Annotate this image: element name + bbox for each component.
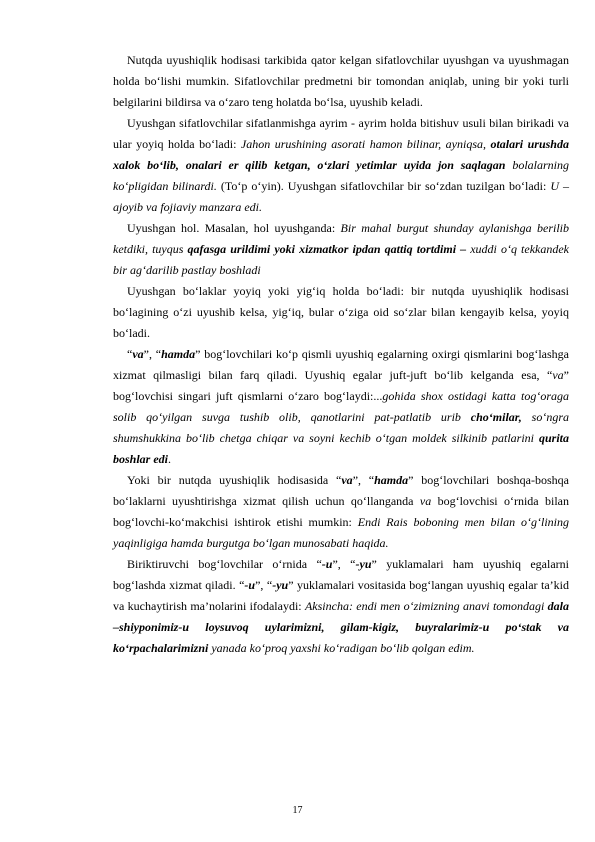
- italic-run: va: [419, 494, 432, 508]
- italic-run: bolalarning ko‘pligidan bilinardi.: [113, 158, 570, 193]
- italic-run: so‘ngra shumshukkina bo‘lib chetga chiqar va soyni kechib o‘tgan moldek silkinib patlarini: [113, 410, 569, 445]
- italic-run: yanada ko‘proq yaxshi ko‘radigan bo‘lib qolgan edim.: [208, 641, 475, 655]
- text-run: Nutqda uyushiqlik hodisasi tarkibida qator kelgan sifatlovchilar uyushgan va uyushmagan holda bo‘lishi mumkin. Sifatlovchilar predmetni bir tomondan aniqlab, uning bir yoki turli belgilarini bildirsa va o‘zaro teng holatda bo‘lsa, uyushib keladi.: [113, 53, 569, 109]
- bold-italic-run: cho‘milar,: [470, 410, 522, 424]
- paragraph-intro: [113, 50, 569, 113]
- italic-run: va: [552, 368, 564, 382]
- text-run: Uyushgan sifatlovchilar sifatlanmishga ayrim - ayrim holda bitishuv usuli bilan birikadi va ular yoyiq holda bo‘ladi:: [113, 116, 569, 151]
- text-run: Uyushgan bo‘laklar yoyiq yoki yig‘iq holda bo‘ladi: bir nutqda uyushiqlik hodisasi bo‘lagining o‘zi uyushib kelsa, yig‘iq, bular o‘ziga oid so‘zlar bilan kengayib kelsa, yoyiq bo‘ladi.: [113, 284, 569, 340]
- paragraph-yoki: [113, 470, 569, 554]
- bold-italic-run: va: [132, 347, 144, 361]
- bold-italic-run: -yu: [355, 557, 372, 571]
- italic-run: Bir mahal burgut shunday aylanishga berilib ketdiki, tuyqus: [113, 221, 569, 256]
- text-run: Uyushgan hol. Masalan, hol uyushganda:: [127, 221, 341, 235]
- text-run: ” bog‘lovchisi singari juft qismlarni o‘zaro bog‘laydi:...: [113, 368, 569, 403]
- bold-italic-run: -u: [321, 557, 333, 571]
- text-run: Yoki bir nutqda uyushiqlik hodisasida “: [127, 473, 342, 487]
- italic-run: gohida shox ostidagi katta tog‘oraga solib qo‘yilgan suvga tushib olib, qanotlarini pat-patlatib urib: [113, 389, 569, 424]
- italic-run: xuddi o‘q tekkandek bir ag‘darilib pastlay boshladi: [113, 242, 570, 277]
- text-run: Biriktiruvchi bog‘lovchilar o‘rnida “: [127, 557, 322, 571]
- bold-italic-run: va: [341, 473, 353, 487]
- paragraph-hol: [113, 218, 569, 281]
- text-run: ”, “: [143, 347, 162, 361]
- bold-italic-run: otalari urushda xalok bo‘lib, onalari er qilib ketgan, o‘zlari yetimlar uyida jon saqlagan: [113, 137, 569, 172]
- italic-run: Jahon urushining asorati hamon bilinar, ayniqsa,: [240, 137, 491, 151]
- bold-italic-run: hamda: [161, 347, 196, 361]
- italic-run: U – ajoyib va fojiaviy manzara edi.: [113, 179, 569, 214]
- italic-run: Aksincha: endi men o‘zimizning anavi tomondagi: [304, 599, 548, 613]
- paragraph-va-hamda: [113, 344, 569, 470]
- bold-italic-run: qurita boshlar edi: [113, 431, 569, 466]
- text-run: ”, “: [255, 578, 273, 592]
- text-run: “: [127, 347, 133, 361]
- text-run: ”, “: [332, 557, 356, 571]
- paragraph-uyushgan: [113, 113, 569, 218]
- document-body: [113, 50, 569, 659]
- bold-italic-run: -u: [244, 578, 256, 592]
- italic-run: Endi Rais boboning men bilan o‘g‘lining yaqinligiga hamda burgutga bo‘lgan munosabati haqida.: [113, 515, 569, 550]
- paragraph-biriktiruvchi: [113, 554, 569, 659]
- text-run: .: [168, 452, 172, 466]
- text-run: ” yuklamalari ham uyushiq egalarni bog‘lashda xizmat qiladi. “: [113, 557, 569, 592]
- page-number: 17: [292, 805, 303, 816]
- bold-italic-run: -yu: [272, 578, 289, 592]
- text-run: ” bog‘lovchilari boshqa-boshqa bo‘laklarni uyushtirishga xizmat qilish uchun qo‘llanganda: [113, 473, 569, 508]
- text-run: ” yuklamalari vositasida bog‘langan uyushiq egalar ta’kid va kuchaytirish ma’nolarini ifodalaydi:: [113, 578, 570, 613]
- text-run: ”, “: [352, 473, 375, 487]
- bold-italic-run: hamda: [374, 473, 409, 487]
- bold-italic-run: dala –shiyponimiz-u loysuvoq uylarimizni, gilam-kigiz, buyralarimiz-u po‘stak va ko‘rpachalarimizni: [113, 599, 569, 655]
- text-run: ” bog‘lovchilari ko‘p qismli uyushiq egalarning oxirgi qismlarini bog‘lashga xizmat qilmasligi bilan farq qiladi. Uyushiq egalar juft-juft bo‘lib kelganda esa, “: [113, 347, 570, 382]
- text-run: (To‘p o‘yin). Uyushgan sifatlovchilar bir so‘zdan tuzilgan bo‘ladi:: [216, 179, 551, 193]
- text-run: bog‘lovchisi o‘rnida bilan bog‘lovchi-ko‘makchisi ishtirok etishi mumkin:: [113, 494, 570, 529]
- paragraph-boglaklar: [113, 281, 569, 344]
- bold-italic-run: qafasga urildimi yoki xizmatkor ipdan qattiq tortdimi –: [187, 242, 467, 256]
